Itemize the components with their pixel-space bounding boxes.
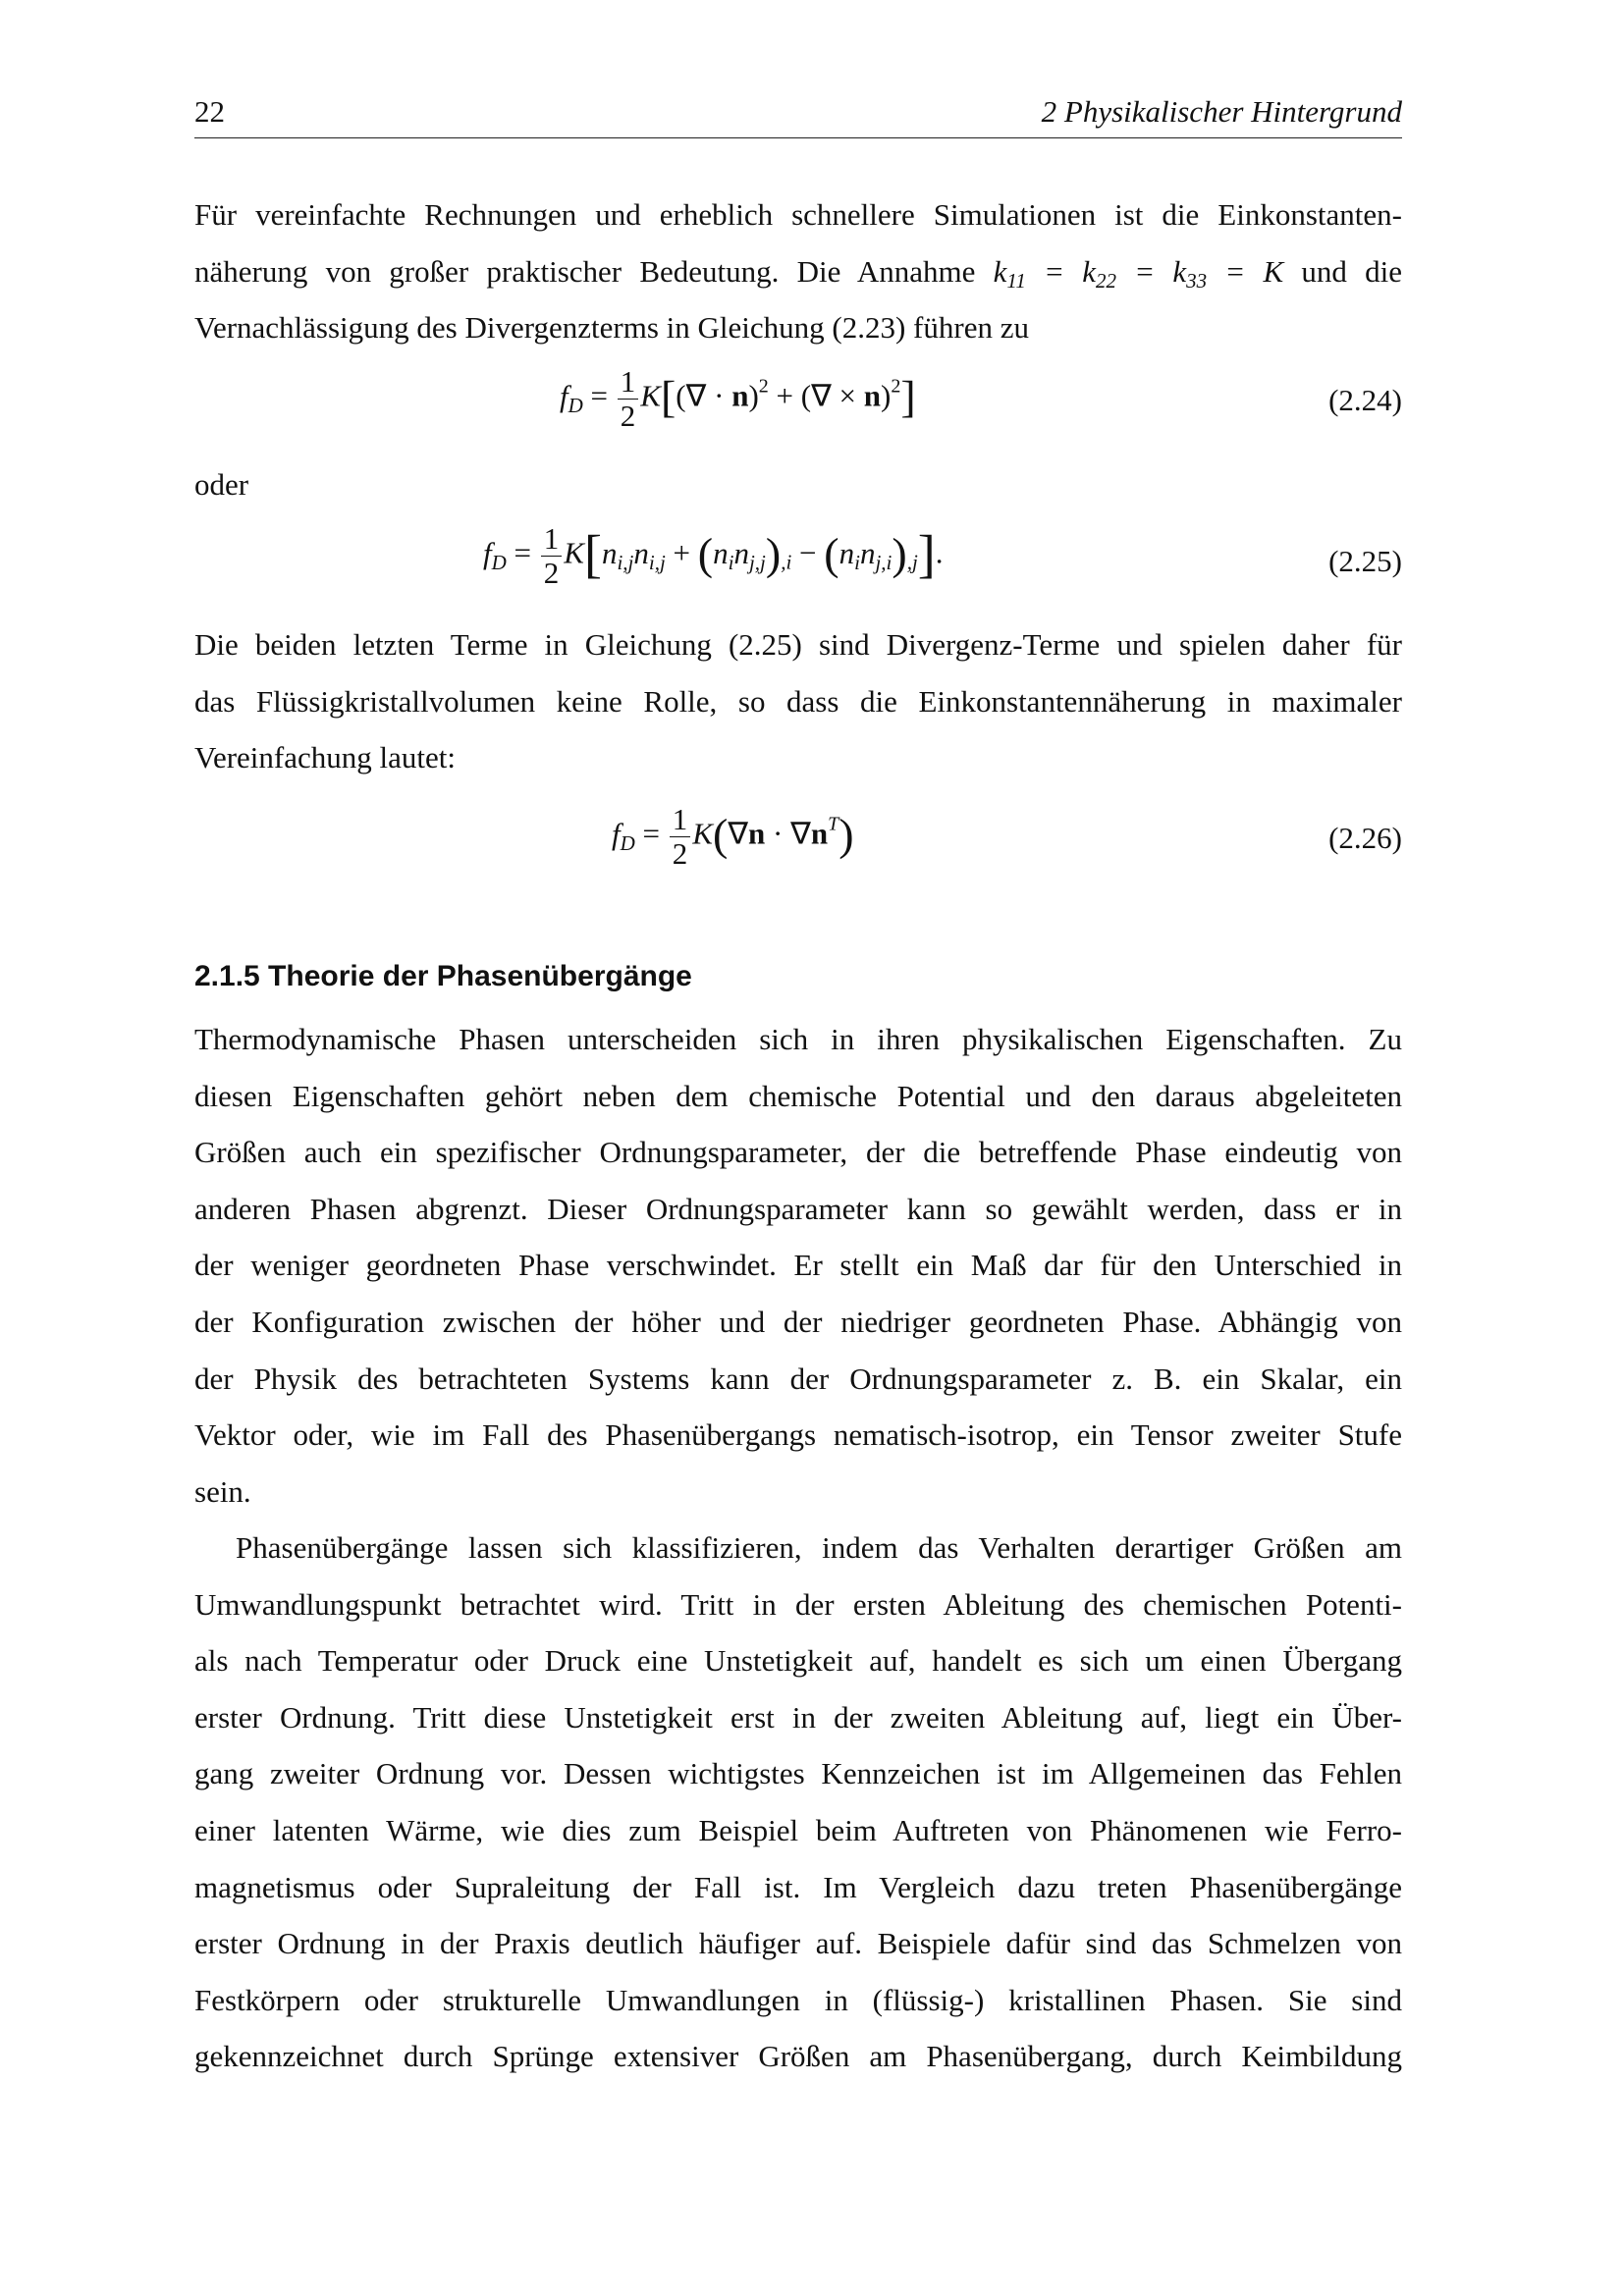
text-line: Für vereinfachte Rechnungen und erheblich schnellere Simulationen ist die Einkonstanten- [194,197,1402,232]
running-title: 2 Physikalischer Hintergrund [1041,94,1402,129]
text-line: sein. [194,1473,251,1509]
text-line [194,243,1402,300]
text-segment: und die [1301,253,1403,289]
text-line: als nach Temperatur oder Druck eine Unstetigkeit auf, handelt es sich um einen Übergang [194,1643,1402,1679]
paragraph-classification [194,1520,1402,2085]
equation-number: (2.24) [1328,383,1402,417]
text-line: erster Ordnung. Tritt diese Unstetigkeit erst in der zweiten Ableitung auf, liegt ein Über- [194,1699,1402,1735]
text-line: der Physik des betrachteten Systems kann der Ordnungsparameter z. B. ein Skalar, ein [194,1361,1402,1396]
text-line: Vektor oder, wie im Fall des Phasenübergangs nematisch-isotrop, ein Tensor zweiter Stufe [194,1417,1402,1453]
text-segment: näherung von großer praktischer Bedeutung. Die Annahme [194,253,976,289]
formula: $f_D$ = $\frac{1}{2}$ $K(\nabla n \cdot \nabla n^T)$ [612,802,854,871]
equation-2-26 [194,803,1402,891]
formula: $f_D$ = $\frac{1}{2}$ $K[n_{i,j}n_{i,j} + (n_in_{j,j})_{,i} - (n_in_{j,i})_{,j}]$. [483,521,944,590]
inline-formula: $k_{11} = k_{22} = k_{33} = K$ [993,253,1284,293]
text-line: Die beiden letzten Terme in Gleichung (2.25) sind Divergenz-Terme und spielen daher für [194,627,1402,662]
text-line: Vernachlässigung des Divergenzterms in Gleichung (2.23) führen zu [194,310,1029,346]
paragraph-phases [194,1011,1402,1520]
text-line: einer latenten Wärme, wie dies zum Beispiel beim Auftreten von Phänomenen wie Ferro- [194,1812,1402,1847]
text-line: magnetismus oder Supraleitung der Fall ist. Im Vergleich dazu treten Phasenübergänge [194,1869,1402,1904]
text-line: oder [194,467,249,502]
paragraph-intro [194,187,1402,356]
paragraph-divergence [194,616,1402,786]
text-line: der Konfiguration zwischen der höher und der niedriger geordneten Phase. Abhängig von [194,1304,1402,1339]
text-line: das Flüssigkristallvolumen keine Rolle, so dass die Einkonstantennäherung in maximaler [194,683,1402,719]
text-line: Phasenübergänge lassen sich klassifizieren, indem das Verhalten derartiger Größen am [236,1530,1402,1565]
text-line: Umwandlungspunkt betrachtet wird. Tritt in der ersten Ableitung des chemischen Potenti- [194,1586,1402,1622]
text-line: Größen auch ein spezifischer Ordnungsparameter, der die betreffende Phase eindeutig von [194,1135,1402,1170]
formula: $f_D$ = $\frac{1}{2}$ K[(∇ · n)$^2$ + (∇ × n)$^2$] [560,364,916,433]
equation-2-24 [194,365,1402,454]
equation-number: (2.26) [1328,821,1402,855]
text-line: der weniger geordneten Phase verschwindet. Er stellt ein Maß dar für den Unterschied in [194,1248,1402,1283]
paragraph-oder [194,456,1402,513]
text-line: diesen Eigenschaften gehört neben dem chemische Potential und den daraus abgeleiteten [194,1078,1402,1113]
text-line: Thermodynamische Phasen unterscheiden sich in ihren physikalischen Eigenschaften. Zu [194,1022,1402,1056]
text-line: gang zweiter Ordnung vor. Dessen wichtigstes Kennzeichen ist im Allgemeinen das Fehlen [194,1756,1402,1791]
equation-number: (2.25) [1328,544,1402,578]
text-line: erster Ordnung in der Praxis deutlich häufiger auf. Beispiele dafür sind das Schmelzen von [194,1926,1402,1961]
text-line: gekennzeichnet durch Sprünge extensiver Größen am Phasenübergang, durch Keimbildung [194,2039,1402,2074]
page-header [194,94,1402,138]
equation-2-25 [194,522,1402,611]
text-line: Festkörpern oder strukturelle Umwandlungen in (flüssig-) kristallinen Phasen. Sie sind [194,1982,1402,2017]
text-line: anderen Phasen abgrenzt. Dieser Ordnungsparameter kann so gewählt werden, dass er in [194,1191,1402,1226]
page-number: 22 [194,94,225,129]
section-heading: 2.1.5 Theorie der Phasenübergänge [194,960,692,992]
text-line: Vereinfachung lautet: [194,740,456,775]
